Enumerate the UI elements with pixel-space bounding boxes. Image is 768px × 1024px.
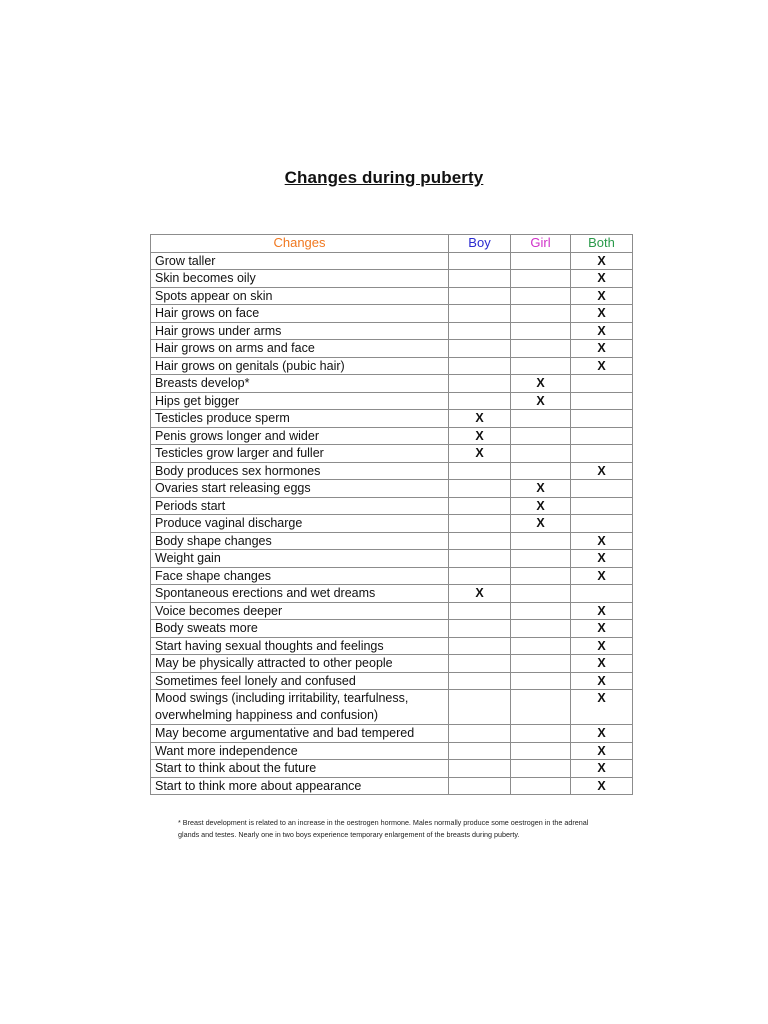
both-mark-cell: X bbox=[571, 742, 633, 760]
table-body bbox=[151, 252, 633, 795]
header-both: Both bbox=[571, 235, 633, 253]
boy-mark-cell bbox=[449, 515, 511, 533]
table-row bbox=[151, 672, 633, 690]
table-row bbox=[151, 357, 633, 375]
header-changes: Changes bbox=[151, 235, 449, 253]
boy-mark-cell bbox=[449, 637, 511, 655]
both-mark-cell bbox=[571, 427, 633, 445]
both-mark-cell: X bbox=[571, 532, 633, 550]
table-row bbox=[151, 480, 633, 498]
footnote: * Breast development is related to an increase in the oestrogen hormone. Males normally produce some oestrogen in the adrenal glands and testes. Nearly one in two boys experience temporary enlargement of the breasts during puberty. bbox=[178, 818, 589, 839]
girl-mark-cell: X bbox=[511, 497, 571, 515]
girl-mark-cell bbox=[511, 585, 571, 603]
change-cell: Hair grows under arms bbox=[151, 322, 449, 340]
girl-mark-cell bbox=[511, 532, 571, 550]
both-mark-cell: X bbox=[571, 672, 633, 690]
both-mark-cell: X bbox=[571, 550, 633, 568]
change-cell: Testicles grow larger and fuller bbox=[151, 445, 449, 463]
change-cell: Hair grows on arms and face bbox=[151, 340, 449, 358]
girl-mark-cell: X bbox=[511, 392, 571, 410]
boy-mark-cell: X bbox=[449, 585, 511, 603]
both-mark-cell: X bbox=[571, 305, 633, 323]
table-row bbox=[151, 322, 633, 340]
table-row bbox=[151, 445, 633, 463]
change-cell: Penis grows longer and wider bbox=[151, 427, 449, 445]
girl-mark-cell bbox=[511, 270, 571, 288]
change-cell: Start to think about the future bbox=[151, 760, 449, 778]
girl-mark-cell bbox=[511, 620, 571, 638]
change-cell: Periods start bbox=[151, 497, 449, 515]
both-mark-cell bbox=[571, 497, 633, 515]
boy-mark-cell bbox=[449, 655, 511, 673]
girl-mark-cell bbox=[511, 672, 571, 690]
table-row bbox=[151, 725, 633, 743]
girl-mark-cell bbox=[511, 550, 571, 568]
header-boy: Boy bbox=[449, 235, 511, 253]
page-title: Changes during puberty bbox=[284, 168, 484, 187]
boy-mark-cell bbox=[449, 672, 511, 690]
girl-mark-cell bbox=[511, 725, 571, 743]
both-mark-cell: X bbox=[571, 725, 633, 743]
both-mark-cell: X bbox=[571, 252, 633, 270]
table-row bbox=[151, 777, 633, 795]
both-mark-cell: X bbox=[571, 357, 633, 375]
table-row bbox=[151, 567, 633, 585]
change-cell: Weight gain bbox=[151, 550, 449, 568]
change-cell: Spontaneous erections and wet dreams bbox=[151, 585, 449, 603]
change-cell: Breasts develop* bbox=[151, 375, 449, 393]
both-mark-cell: X bbox=[571, 777, 633, 795]
girl-mark-cell bbox=[511, 637, 571, 655]
boy-mark-cell bbox=[449, 602, 511, 620]
change-cell: Produce vaginal discharge bbox=[151, 515, 449, 533]
table-row bbox=[151, 392, 633, 410]
change-cell: Sometimes feel lonely and confused bbox=[151, 672, 449, 690]
change-cell: May be physically attracted to other people bbox=[151, 655, 449, 673]
both-mark-cell: X bbox=[571, 270, 633, 288]
both-mark-cell: X bbox=[571, 655, 633, 673]
girl-mark-cell: X bbox=[511, 375, 571, 393]
boy-mark-cell bbox=[449, 392, 511, 410]
table-row bbox=[151, 760, 633, 778]
girl-mark-cell: X bbox=[511, 480, 571, 498]
change-cell: Mood swings (including irritability, tearfulness, overwhelming happiness and confusion) bbox=[151, 690, 449, 725]
both-mark-cell bbox=[571, 480, 633, 498]
table-row bbox=[151, 602, 633, 620]
table-row bbox=[151, 532, 633, 550]
both-mark-cell bbox=[571, 375, 633, 393]
girl-mark-cell bbox=[511, 340, 571, 358]
table-row bbox=[151, 655, 633, 673]
table-row bbox=[151, 497, 633, 515]
boy-mark-cell bbox=[449, 357, 511, 375]
boy-mark-cell bbox=[449, 462, 511, 480]
table-row bbox=[151, 375, 633, 393]
girl-mark-cell bbox=[511, 305, 571, 323]
girl-mark-cell bbox=[511, 445, 571, 463]
both-mark-cell bbox=[571, 392, 633, 410]
table-row bbox=[151, 742, 633, 760]
header-girl: Girl bbox=[511, 235, 571, 253]
boy-mark-cell bbox=[449, 742, 511, 760]
change-cell: Ovaries start releasing eggs bbox=[151, 480, 449, 498]
table-row bbox=[151, 287, 633, 305]
girl-mark-cell bbox=[511, 287, 571, 305]
change-cell: Start having sexual thoughts and feelings bbox=[151, 637, 449, 655]
both-mark-cell bbox=[571, 410, 633, 428]
table-row bbox=[151, 515, 633, 533]
both-mark-cell: X bbox=[571, 760, 633, 778]
change-cell: Hips get bigger bbox=[151, 392, 449, 410]
boy-mark-cell bbox=[449, 567, 511, 585]
boy-mark-cell bbox=[449, 760, 511, 778]
girl-mark-cell bbox=[511, 427, 571, 445]
boy-mark-cell bbox=[449, 532, 511, 550]
change-cell: Want more independence bbox=[151, 742, 449, 760]
both-mark-cell bbox=[571, 585, 633, 603]
table-row bbox=[151, 410, 633, 428]
both-mark-cell: X bbox=[571, 602, 633, 620]
both-mark-cell bbox=[571, 515, 633, 533]
girl-mark-cell bbox=[511, 357, 571, 375]
both-mark-cell: X bbox=[571, 690, 633, 725]
boy-mark-cell: X bbox=[449, 427, 511, 445]
change-cell: Body shape changes bbox=[151, 532, 449, 550]
change-cell: Skin becomes oily bbox=[151, 270, 449, 288]
boy-mark-cell bbox=[449, 620, 511, 638]
both-mark-cell: X bbox=[571, 322, 633, 340]
both-mark-cell: X bbox=[571, 567, 633, 585]
boy-mark-cell: X bbox=[449, 445, 511, 463]
boy-mark-cell bbox=[449, 497, 511, 515]
change-cell: Face shape changes bbox=[151, 567, 449, 585]
both-mark-cell: X bbox=[571, 637, 633, 655]
change-cell: May become argumentative and bad tempered bbox=[151, 725, 449, 743]
table-row bbox=[151, 620, 633, 638]
boy-mark-cell bbox=[449, 375, 511, 393]
boy-mark-cell bbox=[449, 340, 511, 358]
change-cell: Hair grows on face bbox=[151, 305, 449, 323]
table-row bbox=[151, 690, 633, 725]
table-row bbox=[151, 550, 633, 568]
both-mark-cell: X bbox=[571, 620, 633, 638]
table-row bbox=[151, 252, 633, 270]
both-mark-cell bbox=[571, 445, 633, 463]
boy-mark-cell bbox=[449, 287, 511, 305]
boy-mark-cell bbox=[449, 725, 511, 743]
change-cell: Start to think more about appearance bbox=[151, 777, 449, 795]
girl-mark-cell bbox=[511, 760, 571, 778]
boy-mark-cell bbox=[449, 270, 511, 288]
girl-mark-cell bbox=[511, 567, 571, 585]
boy-mark-cell bbox=[449, 322, 511, 340]
puberty-changes-table bbox=[150, 234, 633, 795]
table-row bbox=[151, 427, 633, 445]
table-row bbox=[151, 637, 633, 655]
girl-mark-cell bbox=[511, 742, 571, 760]
table-row bbox=[151, 585, 633, 603]
girl-mark-cell bbox=[511, 322, 571, 340]
girl-mark-cell bbox=[511, 690, 571, 725]
both-mark-cell: X bbox=[571, 462, 633, 480]
table-row bbox=[151, 270, 633, 288]
change-cell: Voice becomes deeper bbox=[151, 602, 449, 620]
change-cell: Grow taller bbox=[151, 252, 449, 270]
change-cell: Body produces sex hormones bbox=[151, 462, 449, 480]
boy-mark-cell bbox=[449, 550, 511, 568]
boy-mark-cell bbox=[449, 480, 511, 498]
boy-mark-cell bbox=[449, 305, 511, 323]
table-row bbox=[151, 305, 633, 323]
boy-mark-cell bbox=[449, 690, 511, 725]
change-cell: Testicles produce sperm bbox=[151, 410, 449, 428]
girl-mark-cell bbox=[511, 462, 571, 480]
girl-mark-cell bbox=[511, 252, 571, 270]
boy-mark-cell: X bbox=[449, 410, 511, 428]
girl-mark-cell bbox=[511, 602, 571, 620]
change-cell: Spots appear on skin bbox=[151, 287, 449, 305]
change-cell: Hair grows on genitals (pubic hair) bbox=[151, 357, 449, 375]
table-row bbox=[151, 340, 633, 358]
girl-mark-cell bbox=[511, 410, 571, 428]
girl-mark-cell: X bbox=[511, 515, 571, 533]
table-row bbox=[151, 462, 633, 480]
boy-mark-cell bbox=[449, 252, 511, 270]
girl-mark-cell bbox=[511, 655, 571, 673]
boy-mark-cell bbox=[449, 777, 511, 795]
both-mark-cell: X bbox=[571, 340, 633, 358]
table-header-row bbox=[151, 235, 633, 253]
both-mark-cell: X bbox=[571, 287, 633, 305]
change-cell: Body sweats more bbox=[151, 620, 449, 638]
girl-mark-cell bbox=[511, 777, 571, 795]
